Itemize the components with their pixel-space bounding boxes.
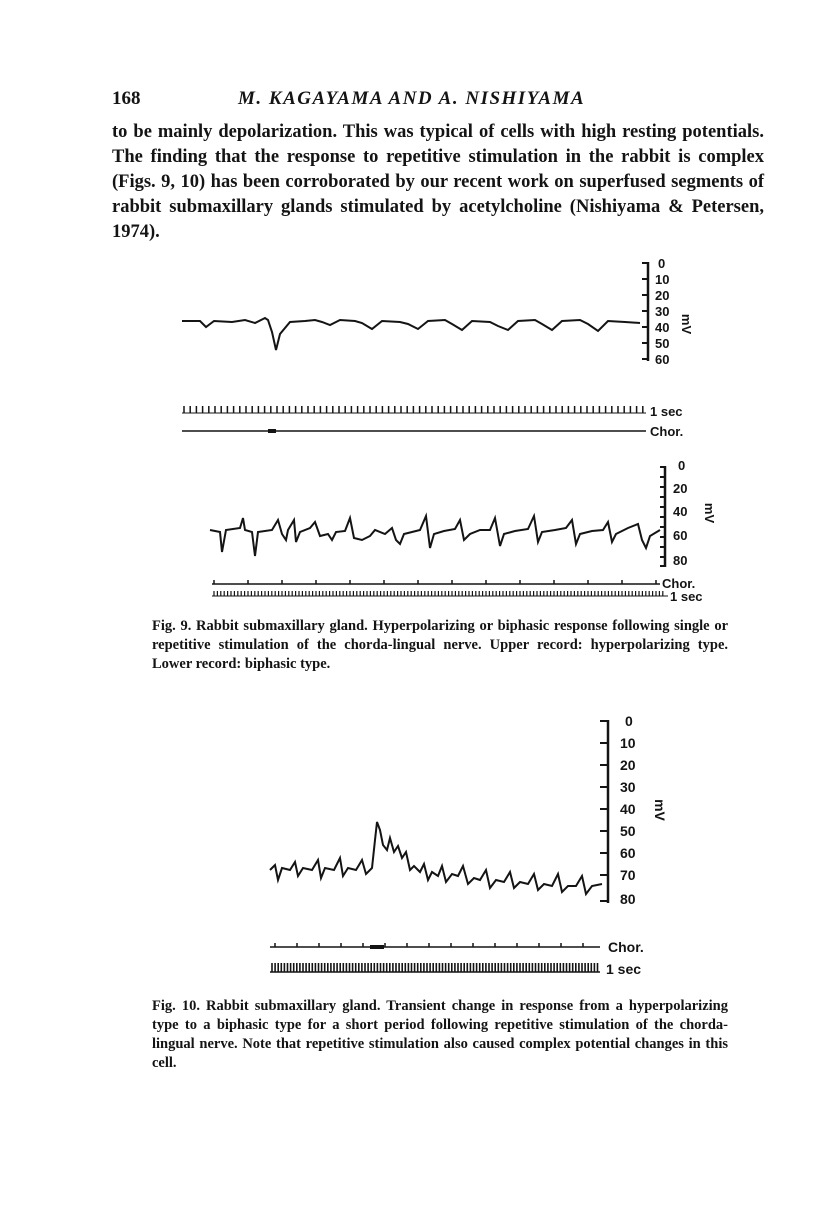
time-marker-label: 1 sec bbox=[606, 961, 642, 977]
stimulus-line bbox=[270, 943, 600, 949]
time-marker bbox=[182, 406, 646, 413]
scale-tick-label: 20 bbox=[673, 481, 688, 496]
scale-tick-label: 80 bbox=[620, 891, 636, 907]
unit-label: mV bbox=[679, 313, 694, 335]
scale-tick-label: 70 bbox=[620, 867, 636, 883]
figure10-record bbox=[0, 708, 816, 983]
scale-tick-label: 40 bbox=[620, 801, 636, 817]
membrane-potential-trace bbox=[270, 822, 602, 894]
time-marker-label: 1 sec bbox=[670, 589, 703, 604]
stimulus-label: Chor. bbox=[650, 424, 684, 439]
scale-tick-label: 40 bbox=[655, 320, 670, 335]
time-marker bbox=[270, 963, 600, 972]
scale-tick-label: 60 bbox=[620, 845, 636, 861]
figure10-caption: Fig. 10. Rabbit submaxillary gland. Transient change in response from a hyperpolarizing type to a biphasic type for a short period following repetitive stimulation of the chorda-lingual nerve. Note that repetitive stimulation also caused complex potential changes in this cell. bbox=[152, 998, 728, 1071]
scale-tick-label: 10 bbox=[620, 735, 636, 751]
scale-tick-label: 0 bbox=[625, 713, 633, 729]
page-number: 168 bbox=[112, 88, 141, 109]
scale-tick-label: 30 bbox=[620, 779, 636, 795]
scale-tick-label: 60 bbox=[673, 528, 688, 543]
stimulus-label: Chor. bbox=[662, 576, 696, 591]
membrane-potential-trace bbox=[210, 516, 660, 556]
stimulus-mark bbox=[268, 429, 276, 433]
scale-tick-label: 30 bbox=[655, 304, 670, 319]
scale-tick-label: 40 bbox=[673, 504, 688, 519]
membrane-potential-trace bbox=[182, 318, 640, 350]
figure9-upper-record bbox=[0, 250, 816, 440]
scale-tick-label: 20 bbox=[620, 757, 636, 773]
time-marker-label: 1 sec bbox=[650, 404, 683, 419]
scale-tick-label: 0 bbox=[678, 458, 686, 473]
scale-tick-label: 80 bbox=[673, 553, 688, 568]
figure9-lower-record bbox=[0, 455, 816, 605]
unit-label: mV bbox=[652, 799, 668, 821]
scale-tick-label: 50 bbox=[655, 336, 670, 351]
body-paragraph: to be mainly depolarization. This was typical of cells with high resting potentials. The finding that the response to repetitive stimulation in the rabbit is complex (Figs. 9, 10) has been corroborated by our recent work on superfused segments of rabbit submaxillary glands stimulated by acetylcholine (Nishiyama & Petersen, 1974). bbox=[112, 122, 764, 242]
running-head-authors: M. KAGAYAMA AND A. NISHIYAMA bbox=[238, 88, 586, 109]
scale-tick-label: 60 bbox=[655, 352, 670, 367]
running-header bbox=[112, 88, 762, 118]
figure9-caption: Fig. 9. Rabbit submaxillary gland. Hyperpolarizing or biphasic response following single or repetitive stimulation of the chorda-lingual nerve. Upper record: hyperpolarizing type. Lower record: biphasic type. bbox=[152, 618, 728, 672]
time-marker bbox=[212, 591, 668, 596]
scale-tick-label: 10 bbox=[655, 272, 670, 287]
stimulus-label: Chor. bbox=[608, 939, 644, 955]
scale-tick-label: 0 bbox=[658, 256, 666, 271]
scale-tick-label: 50 bbox=[620, 823, 636, 839]
stimulus-line bbox=[212, 580, 660, 584]
unit-label: mV bbox=[702, 502, 717, 524]
scale-tick-label: 20 bbox=[655, 288, 670, 303]
